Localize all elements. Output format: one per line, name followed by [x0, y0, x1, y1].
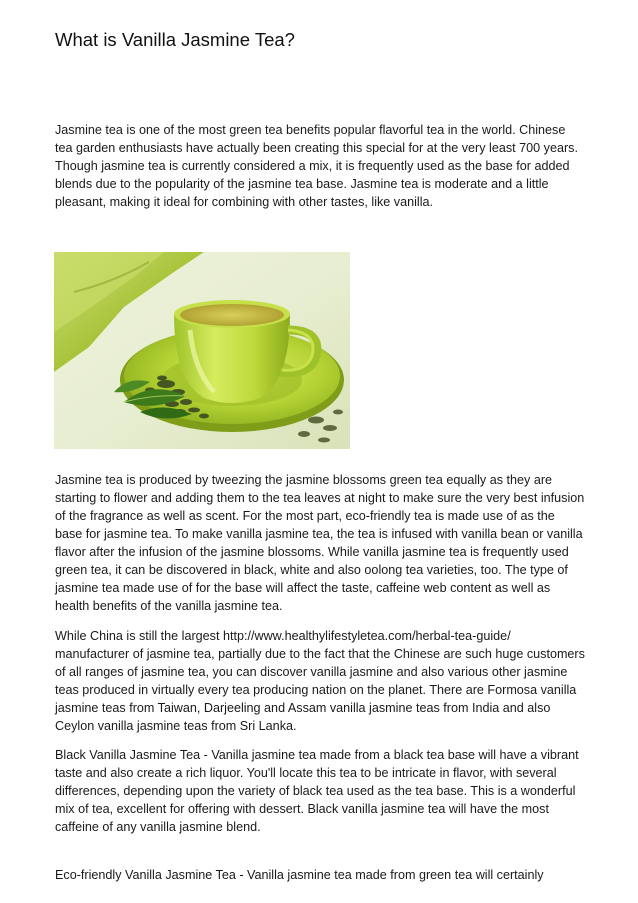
paragraph-intro: Jasmine tea is one of the most green tea benefits popular flavorful tea in the world. Chinese tea garden enthusiasts have actually been creating this special for at the very least 700 years. Though jasmine tea is currently considered a mix, it is frequently used as the base for added blends due to the popularity of the jasmine tea base. Jasmine tea is moderate and a little pleasant, making it ideal for combining with other tastes, like vanilla. — [55, 123, 578, 209]
tea-cup-illustration — [54, 252, 350, 449]
tea-liquid — [180, 304, 284, 326]
paragraph-production: Jasmine tea is produced by tweezing the jasmine blossoms green tea equally as they are starting to flower and adding them to the tea leaves at night to make sure the very best infusion of the fragrance as well as scent. For the most part, eco-friendly tea is made use of as the base for jasmine tea. To make vanilla jasmine tea, the tea is infused with vanilla bean or vanilla flavor after the infusion of the jasmine blossoms. While vanilla jasmine tea is frequently used green tea, it can be discovered in black, white and also oolong tea varieties, too. The type of jasmine tea made use of for the base will affect the taste, caffeine web content as well as health benefits of the vanilla jasmine tea. — [55, 473, 585, 613]
green-tea-cup-photo — [54, 252, 350, 449]
paragraph-origin: While China is still the largest http://www.healthylifestyletea.com/herbal-tea-guide/ manufacturer of jasmine tea, partially due to the fact that the Chinese are such huge customers of all ranges of jasmine tea, you can discover vanilla jasmine and also various other jasmine teas produced in virtually every tea producing nation on the planet. There are Formosa vanilla jasmine teas from Taiwan, Darjeeling and Assam vanilla jasmine teas from India and also Ceylon vanilla jasmine teas from Sri Lanka. — [55, 629, 585, 733]
page-title: What is Vanilla Jasmine Tea? — [55, 29, 295, 50]
paragraph-green-tea: Eco-friendly Vanilla Jasmine Tea - Vanilla jasmine tea made from green tea will certainly — [55, 868, 544, 882]
paragraph-black-tea: Black Vanilla Jasmine Tea - Vanilla jasmine tea made from a black tea base will have a vibrant taste and also create a rich liquor. You'll locate this tea to be intricate in flavor, with several differences, depending upon the variety of black tea used as the tea base. This is a wonderful mix of tea, excellent for offering with dessert. Black vanilla jasmine tea will have the most caffeine of any vanilla jasmine blend. — [55, 748, 579, 834]
